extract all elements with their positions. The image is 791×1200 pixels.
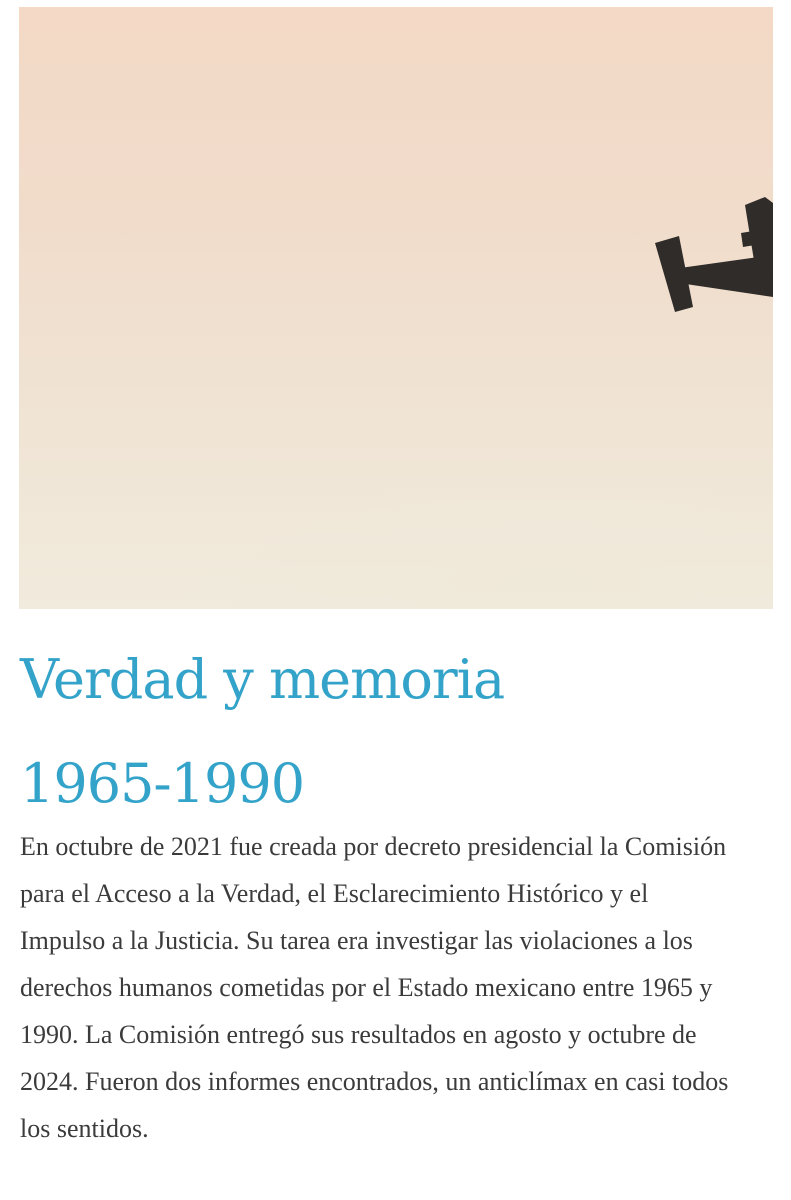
hero-image <box>19 7 773 609</box>
title-line-1: Verdad y memoria <box>20 648 505 711</box>
airplane-icon <box>19 7 773 609</box>
article-title <box>20 628 504 836</box>
article-paragraph: En octubre de 2021 fue creada por decreto presidencial la Comisión para el Acceso a la Verdad, el Esclarecimiento Histórico y el Impulso a la Justicia. Su tarea era investigar las violaciones a los derechos humanos cometidas por el Estado mexicano entre 1965 y 1990. La Comisión entregó sus resultados en agosto y octubre de 2024. Fueron dos informes encontrados, un anticlímax en casi todos los sentidos. <box>20 832 729 1143</box>
title-line-2: 1965-1990 <box>20 752 305 815</box>
